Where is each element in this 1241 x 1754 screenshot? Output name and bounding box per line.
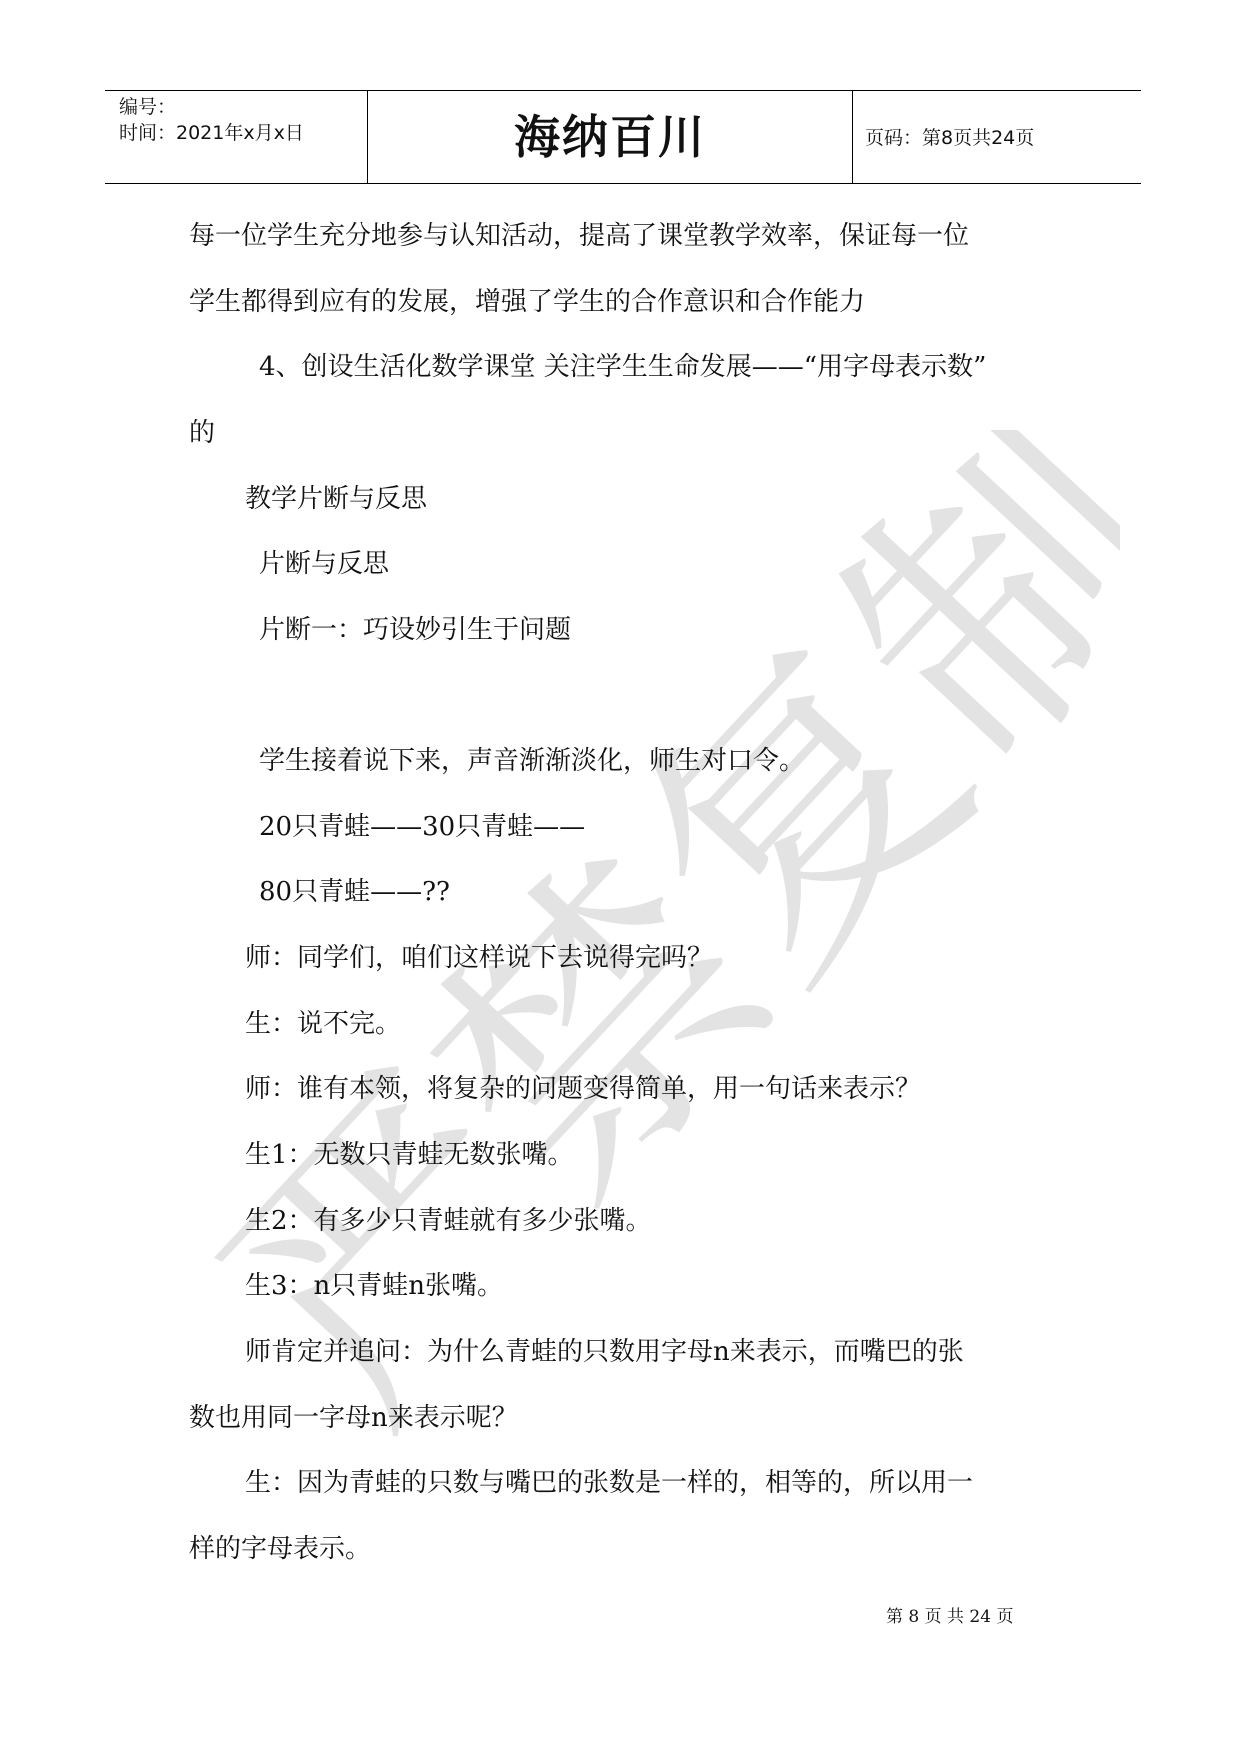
- body-line: 80只青蛙——??: [259, 877, 450, 907]
- body-line: 生2：有多少只青蛙就有多少张嘴。: [245, 1206, 652, 1236]
- document-time-label: 时间：2021年x月x日: [119, 122, 304, 144]
- body-line: 生1：无数只青蛙无数张嘴。: [245, 1140, 574, 1170]
- body-line: 学生都得到应有的发展，增强了学生的合作意识和合作能力: [189, 287, 866, 317]
- body-line: 数也用同一字母n来表示呢？: [189, 1403, 518, 1433]
- body-line: 教学片断与反思: [245, 484, 428, 514]
- body-line: 师：谁有本领，将复杂的问题变得简单，用一句话来表示？: [245, 1074, 922, 1104]
- body-line: 生3：n只青蛙n张嘴。: [245, 1271, 504, 1301]
- brand-title: 海纳百川: [514, 110, 706, 164]
- body-line: 学生接着说下来，声音渐渐淡化，师生对口令。: [259, 746, 806, 776]
- document-number-label: 编号：: [119, 96, 177, 118]
- header-right-cell: [853, 91, 1141, 183]
- watermark-text: 严禁复制: [166, 430, 1120, 1470]
- body-line: 片断一：巧设妙引生于问题: [259, 615, 572, 645]
- body-line: 样的字母表示。: [189, 1534, 372, 1564]
- body-line: 20只青蛙——30只青蛙——: [259, 812, 586, 842]
- header-center-cell: [368, 91, 853, 183]
- body-line: 生：因为青蛙的只数与嘴巴的张数是一样的，相等的，所以用一: [245, 1468, 974, 1498]
- body-line: 每一位学生充分地参与认知活动，提高了课堂教学效率，保证每一位: [189, 221, 970, 251]
- body-line: 生：说不完。: [245, 1009, 402, 1039]
- section-heading: 4、创设生活化数学课堂 关注学生生命发展——“用字母表示数”: [259, 352, 987, 382]
- header-left-cell: [105, 91, 368, 183]
- body-line: 的: [189, 418, 216, 448]
- body-line: 师肯定并追问：为什么青蛙的只数用字母n来表示，而嘴巴的张: [245, 1337, 964, 1367]
- document-header: [105, 90, 1141, 184]
- page-footer: 第 8 页 共 24 页: [886, 1607, 1014, 1627]
- page-number-label: 页码：第8页共24页: [865, 127, 1035, 149]
- body-line: 师：同学们，咱们这样说下去说得完吗？: [245, 943, 714, 973]
- body-line: 片断与反思: [259, 549, 390, 579]
